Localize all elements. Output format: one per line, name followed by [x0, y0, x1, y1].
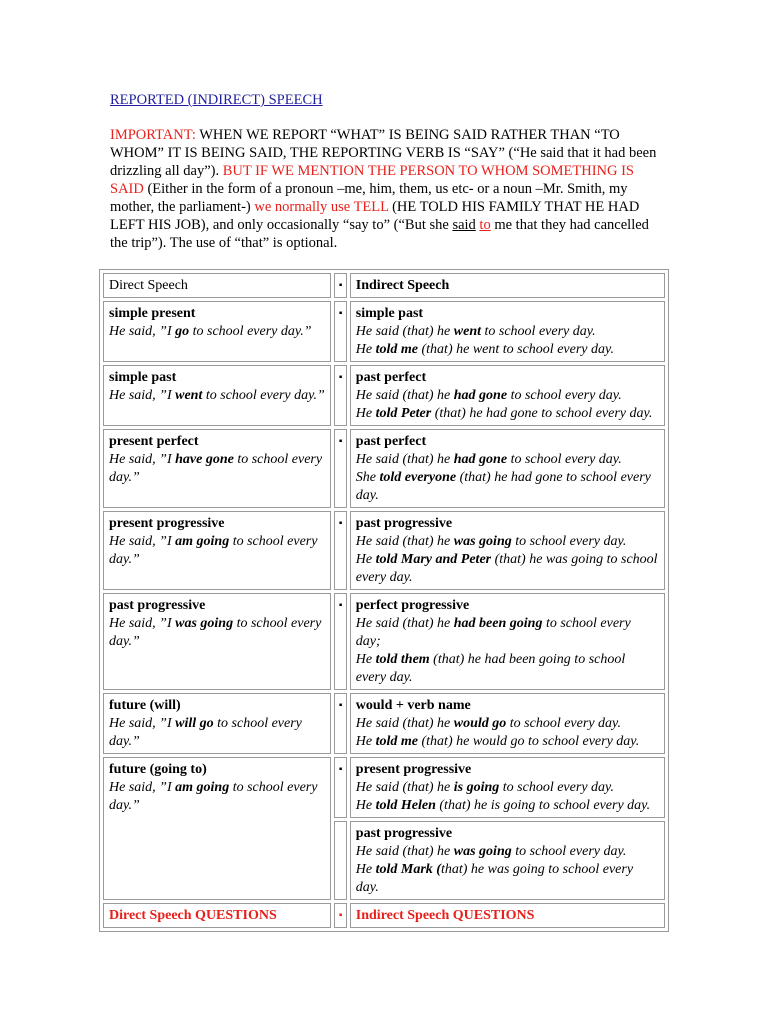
bullet-icon: ▪ — [334, 429, 346, 508]
tense-label: past progressive — [355, 826, 453, 841]
example-sentence: He told them (that) he had been going to school every day. — [355, 652, 626, 685]
example-sentence: He said, ”I went to school every day.” — [109, 388, 325, 403]
direct-cell — [103, 301, 331, 362]
table-row — [103, 757, 665, 818]
example-sentence: He told Mary and Peter (that) he was going to school every day. — [355, 552, 658, 585]
table-header-row — [103, 273, 665, 298]
tense-label: simple present — [109, 306, 196, 321]
example-sentence: He said, ”I have gone to school every day.” — [109, 452, 323, 485]
tense-label: present progressive — [109, 516, 225, 531]
table-row — [103, 511, 665, 590]
direct-cell — [103, 593, 331, 690]
example-sentence: She told everyone (that) he had gone to school every day. — [355, 470, 651, 503]
header-direct-questions: Direct Speech QUESTIONS — [103, 903, 331, 928]
example-sentence: He said, ”I am going to school every day.” — [109, 534, 318, 567]
bullet-icon: ▪ — [334, 903, 346, 928]
example-sentence: He said (that) he went to school every day. — [355, 324, 596, 339]
example-sentence: He said (that) he is going to school every day. — [355, 780, 614, 795]
tense-label: present perfect — [109, 434, 199, 449]
table-row — [103, 693, 665, 754]
example-sentence: He told me (that) he would go to school every day. — [355, 734, 640, 749]
tense-label: present progressive — [355, 762, 472, 777]
tense-label: past progressive — [109, 598, 206, 613]
example-sentence: He said, ”I go to school every day.” — [109, 324, 312, 339]
table-row — [103, 593, 665, 690]
indirect-cell — [350, 757, 665, 818]
intro-to-word: to — [479, 217, 491, 233]
header-direct: Direct Speech — [103, 273, 331, 298]
example-sentence: He said (that) he was going to school every day. — [355, 534, 627, 549]
example-sentence: He told Mark (that) he was going to school every day. — [355, 862, 634, 895]
bullet-icon: ▪ — [334, 301, 346, 362]
example-sentence: He said (that) he had gone to school every day. — [355, 452, 622, 467]
tense-label: past perfect — [355, 370, 427, 385]
intro-red-text-2: we normally use TELL — [254, 199, 389, 215]
intro-text-3: (HE TOLD HIS FAMILY THAT HE HAD LEFT HIS JOB), and only occasionally “say to” (“But she — [110, 199, 640, 233]
empty-bullet-cell — [334, 821, 346, 900]
bullet-icon: ▪ — [334, 593, 346, 690]
direct-cell — [103, 429, 331, 508]
example-sentence: He said (that) he had been going to school every day; — [355, 616, 631, 649]
tense-label: past progressive — [355, 516, 453, 531]
table-row — [103, 429, 665, 508]
indirect-cell — [350, 301, 665, 362]
indirect-cell — [350, 821, 665, 900]
example-sentence: He said, ”I was going to school every day.” — [109, 616, 322, 649]
important-label: IMPORTANT: — [110, 127, 196, 143]
tense-label: future (will) — [109, 698, 181, 713]
example-sentence: He said, ”I will go to school every day.” — [109, 716, 302, 749]
intro-text-4: me that they had cancelled the trip”). The use of “that” is optional. — [110, 217, 649, 251]
page-title: REPORTED (INDIRECT) SPEECH — [110, 92, 323, 108]
intro-text-2: (Either in the form of a pronoun –me, him, them, us etc- or a noun –Mr. Smith, my mother, the parliament-) — [110, 181, 628, 215]
tense-label: future (going to) — [109, 762, 207, 777]
direct-cell — [103, 757, 331, 900]
example-sentence: He told Helen (that) he is going to school every day. — [355, 798, 651, 813]
bullet-icon: ▪ — [334, 511, 346, 590]
intro-text-1: WHEN WE REPORT “WHAT” IS BEING SAID RATHER THAN “TO WHOM” IT IS BEING SAID, THE REPORTING VERB IS “SAY” (“He said that it had been drizzling all day”). — [110, 127, 657, 179]
header-indirect-questions: Indirect Speech QUESTIONS — [350, 903, 665, 928]
bullet-icon: ▪ — [334, 693, 346, 754]
table-row — [103, 365, 665, 426]
bullet-icon: ▪ — [334, 365, 346, 426]
intro-paragraph — [110, 126, 670, 252]
speech-table — [99, 269, 669, 932]
example-sentence: He told me (that) he went to school every day. — [355, 342, 614, 357]
tense-label: simple past — [109, 370, 177, 385]
intro-said-word: said — [452, 217, 476, 233]
example-sentence: He told Peter (that) he had gone to school every day. — [355, 406, 653, 421]
tense-label: perfect progressive — [355, 598, 470, 613]
tense-label: past perfect — [355, 434, 427, 449]
direct-cell — [103, 693, 331, 754]
intro-red-text-1: BUT IF WE MENTION THE PERSON TO WHOM SOMETHING IS SAID — [110, 163, 634, 197]
example-sentence: He said (that) he had gone to school every day. — [355, 388, 622, 403]
example-sentence: He said (that) he would go to school every day. — [355, 716, 621, 731]
example-sentence: He said (that) he was going to school every day. — [355, 844, 627, 859]
header-indirect: Indirect Speech — [350, 273, 665, 298]
indirect-cell — [350, 511, 665, 590]
bullet-icon: ▪ — [334, 757, 346, 818]
indirect-cell — [350, 693, 665, 754]
indirect-cell — [350, 429, 665, 508]
questions-header-row — [103, 903, 665, 928]
indirect-cell — [350, 593, 665, 690]
direct-cell — [103, 511, 331, 590]
tense-label: simple past — [355, 306, 424, 321]
indirect-cell — [350, 365, 665, 426]
direct-cell — [103, 365, 331, 426]
table-row — [103, 301, 665, 362]
bullet-icon: ▪ — [334, 273, 346, 298]
example-sentence: He said, ”I am going to school every day.” — [109, 780, 318, 813]
tense-label: would + verb name — [355, 698, 471, 713]
